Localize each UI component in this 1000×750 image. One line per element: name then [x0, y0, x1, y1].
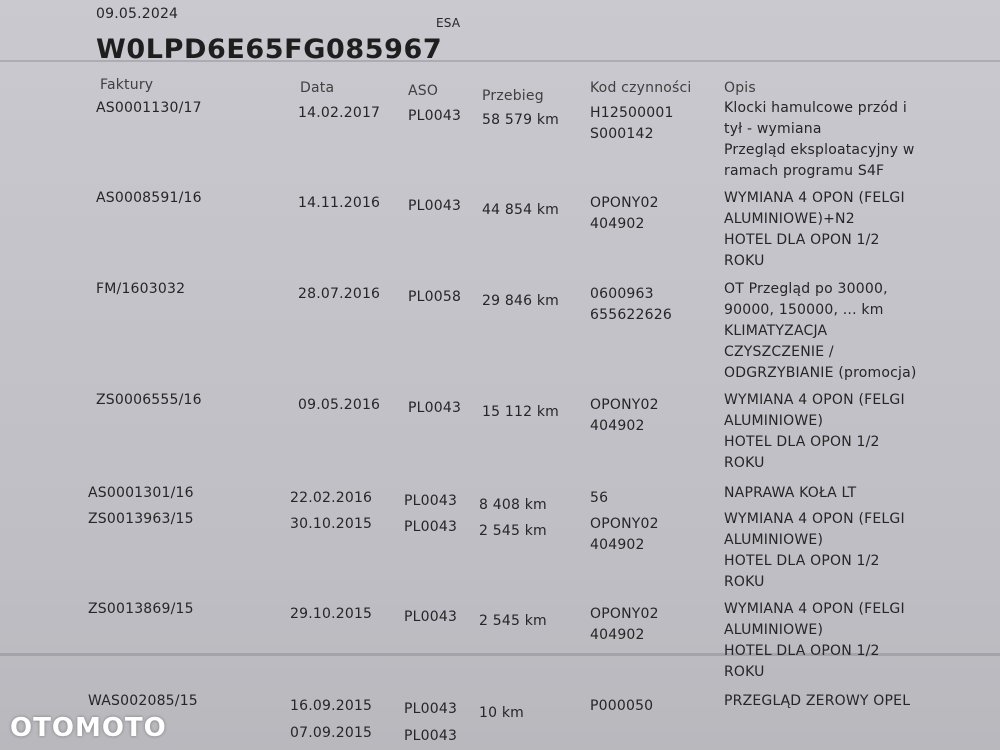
header-mileage: Przebieg [482, 88, 544, 104]
header-aso: ASO [408, 83, 439, 99]
header-code: Kod czynności [590, 80, 692, 96]
description-line: ROKU [724, 664, 765, 680]
description-line: HOTEL DLA OPON 1/2 [724, 553, 880, 569]
operation-code: OPONY02 [590, 195, 659, 211]
description-line: OT Przegląd po 30000, [724, 281, 888, 297]
header-invoice: Faktury [100, 77, 154, 93]
header-date: Data [300, 80, 335, 96]
operation-code: S000142 [590, 126, 654, 142]
operation-code: 56 [590, 490, 609, 506]
mileage: 8 408 km [479, 497, 547, 513]
service-date: 29.10.2015 [290, 606, 373, 622]
operation-code: OPONY02 [590, 516, 659, 532]
service-date: 14.02.2017 [298, 105, 381, 121]
aso-code: PL0043 [404, 519, 458, 535]
operation-code: 0600963 [590, 286, 654, 302]
description-line: CZYSZCZENIE / [724, 344, 834, 360]
operation-code: P000050 [590, 698, 654, 714]
description-line: HOTEL DLA OPON 1/2 [724, 434, 880, 450]
operation-code: 655622626 [590, 307, 672, 323]
description-line: KLIMATYZACJA [724, 323, 828, 339]
description-line: HOTEL DLA OPON 1/2 [724, 643, 880, 659]
invoice-number: ZS0006555/16 [96, 392, 202, 408]
operation-code: H12500001 [590, 105, 674, 121]
mileage: 10 km [479, 705, 525, 721]
invoice-number: AS0001301/16 [88, 485, 194, 501]
service-date: 07.09.2015 [290, 725, 373, 741]
description-line: ALUMINIOWE) [724, 413, 824, 429]
mileage: 29 846 km [482, 293, 559, 309]
aso-code: PL0043 [408, 108, 462, 124]
header-description: Opis [724, 80, 756, 96]
operation-code: 404902 [590, 537, 645, 553]
mileage: 2 545 km [479, 613, 547, 629]
aso-code: PL0043 [404, 701, 458, 717]
dealer-tag: ESA [436, 16, 461, 30]
vin-number: W0LPD6E65FG085967 [96, 34, 443, 65]
description-line: Klocki hamulcowe przód i [724, 100, 907, 116]
service-date: 16.09.2015 [290, 698, 373, 714]
description-line: ROKU [724, 253, 765, 269]
description-line: ODGRZYBIANIE (promocja) [724, 365, 917, 381]
aso-code: PL0043 [404, 493, 458, 509]
description-line: ALUMINIOWE)+N2 [724, 211, 855, 227]
description-line: WYMIANA 4 OPON (FELGI [724, 190, 905, 206]
description-line: PRZEGLĄD ZEROWY OPEL [724, 693, 911, 709]
mileage: 44 854 km [482, 202, 559, 218]
description-line: ALUMINIOWE) [724, 532, 824, 548]
aso-code: PL0043 [404, 609, 458, 625]
description-line: WYMIANA 4 OPON (FELGI [724, 511, 905, 527]
invoice-number: AS0008591/16 [96, 190, 202, 206]
aso-code: PL0043 [408, 198, 462, 214]
invoice-number: WAS002085/15 [88, 693, 198, 709]
otomoto-watermark: OTOMOTO [10, 713, 167, 743]
invoice-number: ZS0013963/15 [88, 511, 194, 527]
aso-code: PL0058 [408, 289, 462, 305]
description-line: 90000, 150000, ... km [724, 302, 884, 318]
operation-code: 404902 [590, 216, 645, 232]
description-line: ROKU [724, 574, 765, 590]
operation-code: OPONY02 [590, 397, 659, 413]
description-line: WYMIANA 4 OPON (FELGI [724, 601, 905, 617]
description-line: ramach programu S4F [724, 163, 885, 179]
operation-code: 404902 [590, 627, 645, 643]
invoice-number: AS0001130/17 [96, 100, 202, 116]
service-date: 14.11.2016 [298, 195, 381, 211]
mileage: 58 579 km [482, 112, 559, 128]
aso-code: PL0043 [404, 728, 458, 744]
invoice-number: ZS0013869/15 [88, 601, 194, 617]
description-line: ALUMINIOWE) [724, 622, 824, 638]
service-date: 09.05.2016 [298, 397, 381, 413]
operation-code: OPONY02 [590, 606, 659, 622]
description-line: HOTEL DLA OPON 1/2 [724, 232, 880, 248]
description-line: Przegląd eksploatacyjny w [724, 142, 915, 158]
description-line: ROKU [724, 455, 765, 471]
invoice-number: FM/1603032 [96, 281, 186, 297]
operation-code: 404902 [590, 418, 645, 434]
description-line: WYMIANA 4 OPON (FELGI [724, 392, 905, 408]
description-line: NAPRAWA KOŁA LT [724, 485, 857, 501]
description-line: tył - wymiana [724, 121, 822, 137]
service-date: 22.02.2016 [290, 490, 373, 506]
print-date: 09.05.2024 [96, 6, 179, 22]
service-date: 30.10.2015 [290, 516, 373, 532]
mileage: 15 112 km [482, 404, 559, 420]
mileage: 2 545 km [479, 523, 547, 539]
service-date: 28.07.2016 [298, 286, 381, 302]
aso-code: PL0043 [408, 400, 462, 416]
